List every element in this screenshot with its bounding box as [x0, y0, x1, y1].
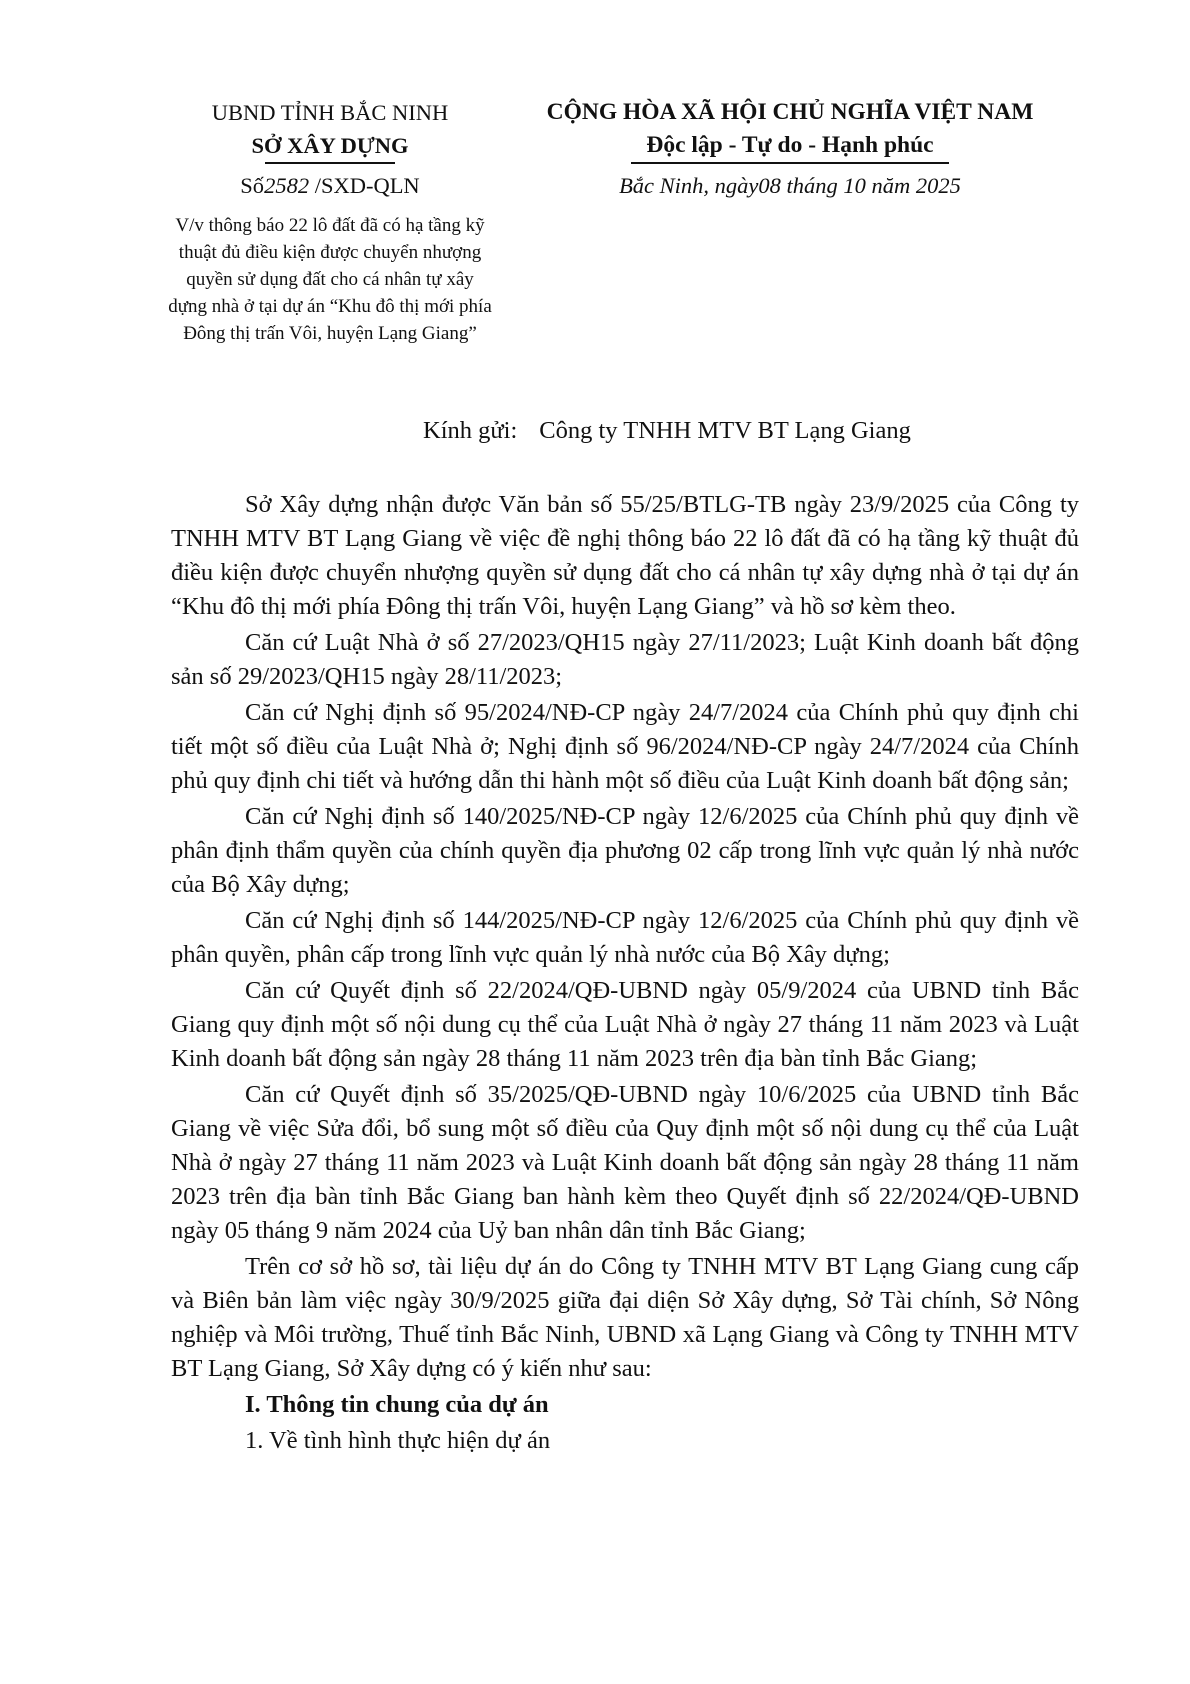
- body-paragraph: Căn cứ Quyết định số 22/2024/QĐ-UBND ngày 05/9/2024 của UBND tỉnh Bắc Giang quy định một số nội dung cụ thể của Luật Nhà ở ngày 27 tháng 11 năm 2023 và Luật Kinh doanh bất động sản ngày 28 tháng 11 năm 2023 trên địa bàn tỉnh Bắc Giang;: [171, 977, 1079, 1072]
- issuer-block: [160, 96, 500, 347]
- department-underline: [265, 162, 395, 164]
- national-motto: Độc lập - Tự do - Hạnh phúc: [646, 132, 934, 158]
- national-header: [510, 96, 1070, 204]
- recipient-label: Kính gửi:: [423, 417, 518, 444]
- department-name: SỞ XÂY DỰNG: [251, 133, 409, 158]
- agency-name: UBND TỈNH BẮC NINH: [211, 100, 449, 125]
- body-paragraph: Căn cứ Nghị định số 144/2025/NĐ-CP ngày 12/6/2025 của Chính phủ quy định về phân quyền, phân cấp trong lĩnh vực quản lý nhà nước của Bộ Xây dựng;: [171, 907, 1079, 968]
- recipient-line: [423, 414, 911, 448]
- body-paragraph: Trên cơ sở hồ sơ, tài liệu dự án do Công ty TNHH MTV BT Lạng Giang cung cấp và Biên bản làm việc ngày 30/9/2025 giữa đại diện Sở Xây dựng, Sở Tài chính, Sở Nông nghiệp và Môi trường, Thuế tỉnh Bắc Ninh, UBND xã Lạng Giang và Công ty TNHH MTV BT Lạng Giang, Sở Xây dựng có ý kiến như sau:: [171, 1253, 1079, 1382]
- document-subject: V/v thông báo 22 lô đất đã có hạ tầng kỹ thuật đủ điều kiện được chuyển nhượng quyền sử dụng đất cho cá nhân tự xây dựng nhà ở tại dự án “Khu đô thị mới phía Đông thị trấn Vôi, huyện Lạng Giang”: [168, 214, 492, 344]
- motto-underline: [631, 162, 949, 164]
- subsection-heading: 1. Về tình hình thực hiện dự án: [245, 1427, 551, 1454]
- body-paragraph: Căn cứ Quyết định số 35/2025/QĐ-UBND ngày 10/6/2025 của UBND tỉnh Bắc Giang về việc Sửa đổi, bổ sung một số điều của Quy định một số nội dung cụ thể của Luật Nhà ở ngày 27 tháng 11 năm 2023 và Luật Kinh doanh bất động sản ngày 28 tháng 11 năm 2023 trên địa bàn tỉnh Bắc Giang ban hành kèm theo Quyết định số 22/2024/QĐ-UBND ngày 05 tháng 9 năm 2024 của Uỷ ban nhân dân tỉnh Bắc Giang;: [171, 1081, 1079, 1244]
- section-heading: I. Thông tin chung của dự án: [245, 1391, 549, 1418]
- place-date: Bắc Ninh, ngày08 tháng 10 năm 2025: [619, 172, 961, 198]
- body-paragraph: Căn cứ Nghị định số 140/2025/NĐ-CP ngày 12/6/2025 của Chính phủ quy định về phân định thẩm quyền của chính quyền địa phương 02 cấp trong lĩnh vực quản lý nhà nước của Bộ Xây dựng;: [171, 803, 1079, 898]
- nation-name: CỘNG HÒA XÃ HỘI CHỦ NGHĨA VIỆT NAM: [546, 99, 1034, 125]
- body-paragraph: Sở Xây dựng nhận được Văn bản số 55/25/BTLG-TB ngày 23/9/2025 của Công ty TNHH MTV BT Lạng Giang về việc đề nghị thông báo 22 lô đất đã có hạ tầng kỹ thuật đủ điều kiện được chuyển nhượng quyền sử dụng đất cho cá nhân tự xây dựng nhà ở tại dự án “Khu đô thị mới phía Đông thị trấn Vôi, huyện Lạng Giang” và hồ sơ kèm theo.: [171, 491, 1079, 620]
- body-paragraph: Căn cứ Nghị định số 95/2024/NĐ-CP ngày 24/7/2024 của Chính phủ quy định chi tiết một số điều của Luật Nhà ở; Nghị định số 96/2024/NĐ-CP ngày 24/7/2024 của Chính phủ quy định chi tiết và hướng dẫn thi hành một số điều của Luật Kinh doanh bất động sản;: [171, 699, 1079, 794]
- recipient-name: Công ty TNHH MTV BT Lạng Giang: [539, 417, 911, 444]
- doc-number-prefix: Số: [240, 172, 265, 198]
- body-paragraph: Căn cứ Luật Nhà ở số 27/2023/QH15 ngày 27/11/2023; Luật Kinh doanh bất động sản số 29/2023/QH15 ngày 28/11/2023;: [171, 629, 1079, 690]
- doc-number-value: 2582: [264, 172, 310, 198]
- document-body: [171, 488, 1079, 1458]
- doc-number-suffix: /SXD-QLN: [309, 172, 420, 198]
- document-number: [160, 168, 500, 204]
